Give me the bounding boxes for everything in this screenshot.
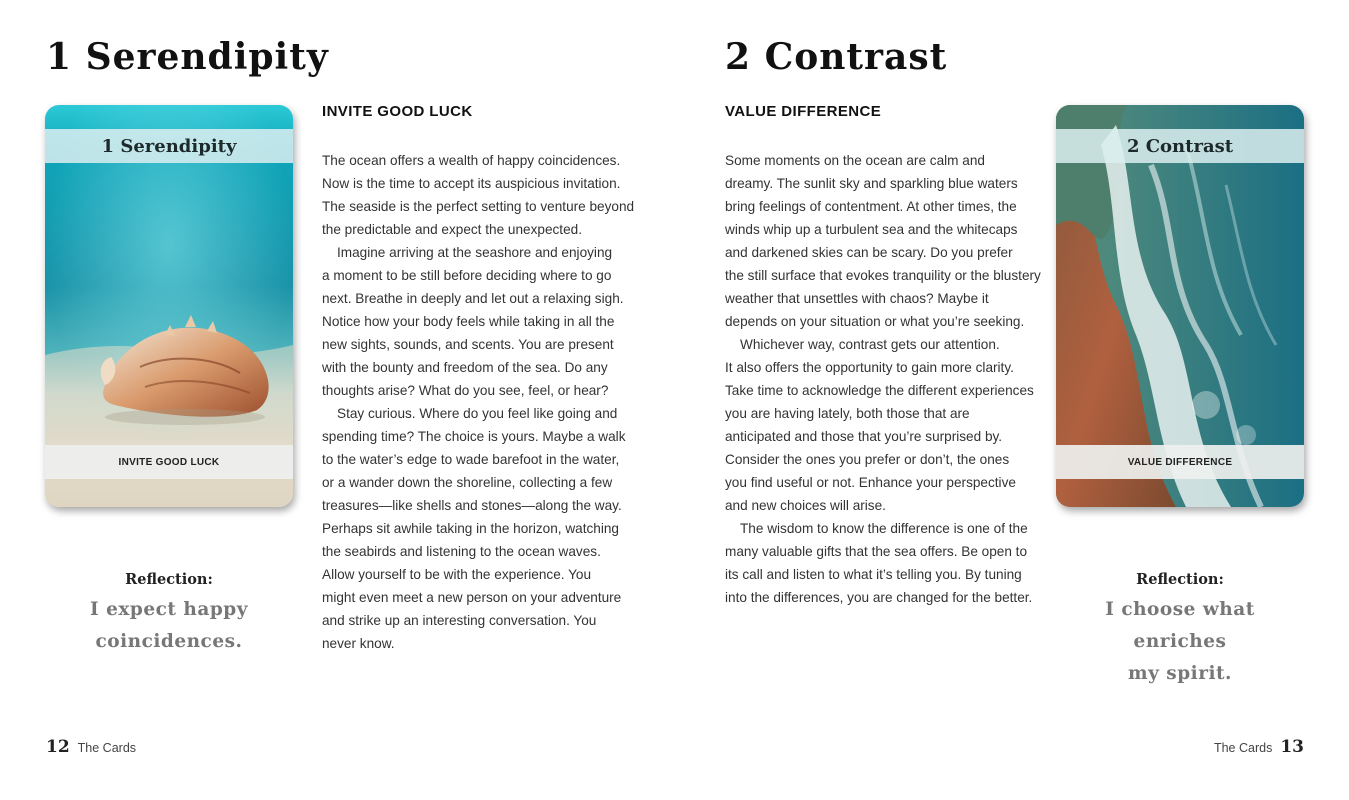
chapter-title: 1 Serendipity bbox=[46, 36, 329, 78]
body-line: never know. bbox=[322, 636, 395, 651]
body-line: winds whip up a turbulent sea and the whitecaps bbox=[725, 222, 1018, 237]
body-line: Now is the time to accept its auspicious invitation. bbox=[322, 176, 621, 191]
body-line: or a wander down the shoreline, collecting a few bbox=[322, 475, 613, 490]
body-line: Some moments on the ocean are calm and bbox=[725, 153, 985, 168]
body-line: treasures—like shells and stones—along the way. bbox=[322, 498, 622, 513]
affirmation-line: my spirit. bbox=[1128, 663, 1232, 684]
card-subtitle: VALUE DIFFERENCE bbox=[1056, 445, 1304, 479]
body-line: spending time? The choice is yours. Maybe a walk bbox=[322, 429, 626, 444]
left-page bbox=[0, 0, 674, 800]
page-footer bbox=[46, 737, 136, 757]
page-number: 13 bbox=[1280, 737, 1304, 757]
body-line: Take time to acknowledge the different experiences bbox=[725, 383, 1034, 398]
section-subhead: VALUE DIFFERENCE bbox=[725, 103, 882, 120]
body-line: Notice how your body feels while taking in all the bbox=[322, 314, 615, 329]
body-text bbox=[725, 149, 1041, 609]
page-number: 12 bbox=[46, 737, 70, 757]
body-line: its call and listen to what it’s telling you. By tuning bbox=[725, 567, 1022, 582]
body-line: you are having lately, both those that are bbox=[725, 406, 970, 421]
affirmation-line: coincidences. bbox=[95, 631, 243, 652]
body-line: the predictable and expect the unexpected. bbox=[322, 222, 582, 237]
body-line: Stay curious. Where do you feel like going and bbox=[337, 406, 618, 421]
body-line: might even meet a new person on your adventure bbox=[322, 590, 622, 605]
body-line: The seaside is the perfect setting to venture beyond bbox=[322, 199, 635, 214]
body-line: Whichever way, contrast gets our attention. bbox=[740, 337, 1000, 352]
body-line: anticipated and those that you’re surprised by. bbox=[725, 429, 1003, 444]
affirmation-line: I expect happy bbox=[90, 599, 248, 620]
right-page bbox=[675, 0, 1349, 800]
oracle-card-contrast bbox=[1056, 105, 1304, 507]
reflection-affirmation bbox=[45, 594, 293, 658]
reflection-label: Reflection: bbox=[1136, 571, 1224, 588]
body-line: the seabirds and listening to the ocean waves. bbox=[322, 544, 601, 559]
body-line: Consider the ones you prefer or don’t, the ones bbox=[725, 452, 1010, 467]
body-line: new sights, sounds, and scents. You are present bbox=[322, 337, 614, 352]
body-line: The ocean offers a wealth of happy coincidences. bbox=[322, 153, 621, 168]
body-line: to the water’s edge to wade barefoot in the water, bbox=[322, 452, 620, 467]
running-head: The Cards bbox=[1213, 741, 1273, 755]
chapter-title: 2 Contrast bbox=[725, 36, 948, 78]
page-footer bbox=[1214, 737, 1304, 757]
body-text bbox=[322, 149, 635, 655]
body-line: It also offers the opportunity to gain more clarity. bbox=[725, 360, 1014, 375]
body-line: dreamy. The sunlit sky and sparkling blue waters bbox=[725, 176, 1018, 191]
section-subhead: INVITE GOOD LUCK bbox=[322, 103, 473, 120]
reflection-block bbox=[1056, 571, 1304, 690]
body-line: weather that unsettles with chaos? Maybe it bbox=[725, 291, 989, 306]
body-line: thoughts arise? What do you see, feel, or hear? bbox=[322, 383, 609, 398]
body-line: and strike up an interesting conversation. You bbox=[322, 613, 597, 628]
reflection-block bbox=[45, 571, 293, 658]
body-line: The wisdom to know the difference is one of the bbox=[740, 521, 1028, 536]
card-title: 2 Contrast bbox=[1056, 129, 1304, 163]
body-line: and new choices will arise. bbox=[725, 498, 886, 513]
body-line: next. Breathe in deeply and let out a relaxing sigh. bbox=[322, 291, 624, 306]
body-line: the still surface that evokes tranquility or the blustery bbox=[725, 268, 1041, 283]
card-title: 1 Serendipity bbox=[45, 129, 293, 163]
reflection-label: Reflection: bbox=[125, 571, 213, 588]
affirmation-line: I choose what enriches bbox=[1105, 599, 1255, 652]
body-line: bring feelings of contentment. At other times, the bbox=[725, 199, 1017, 214]
reflection-affirmation bbox=[1056, 594, 1304, 690]
body-line: a moment to be still before deciding where to go bbox=[322, 268, 612, 283]
body-line: many valuable gifts that the sea offers. Be open to bbox=[725, 544, 1028, 559]
card-subtitle: INVITE GOOD LUCK bbox=[45, 445, 293, 479]
body-line: and darkened skies can be scary. Do you prefer bbox=[725, 245, 1013, 260]
body-line: into the differences, you are changed for the better. bbox=[725, 590, 1033, 605]
oracle-card-serendipity bbox=[45, 105, 293, 507]
body-line: depends on your situation or what you’re seeking. bbox=[725, 314, 1025, 329]
body-line: Perhaps sit awhile taking in the horizon, watching bbox=[322, 521, 619, 536]
body-line: Imagine arriving at the seashore and enjoying bbox=[337, 245, 613, 260]
body-line: Allow yourself to be with the experience. You bbox=[322, 567, 592, 582]
body-line: with the bounty and freedom of the sea. Do any bbox=[322, 360, 608, 375]
running-head: The Cards bbox=[77, 741, 137, 755]
body-line: you find useful or not. Enhance your perspective bbox=[725, 475, 1016, 490]
